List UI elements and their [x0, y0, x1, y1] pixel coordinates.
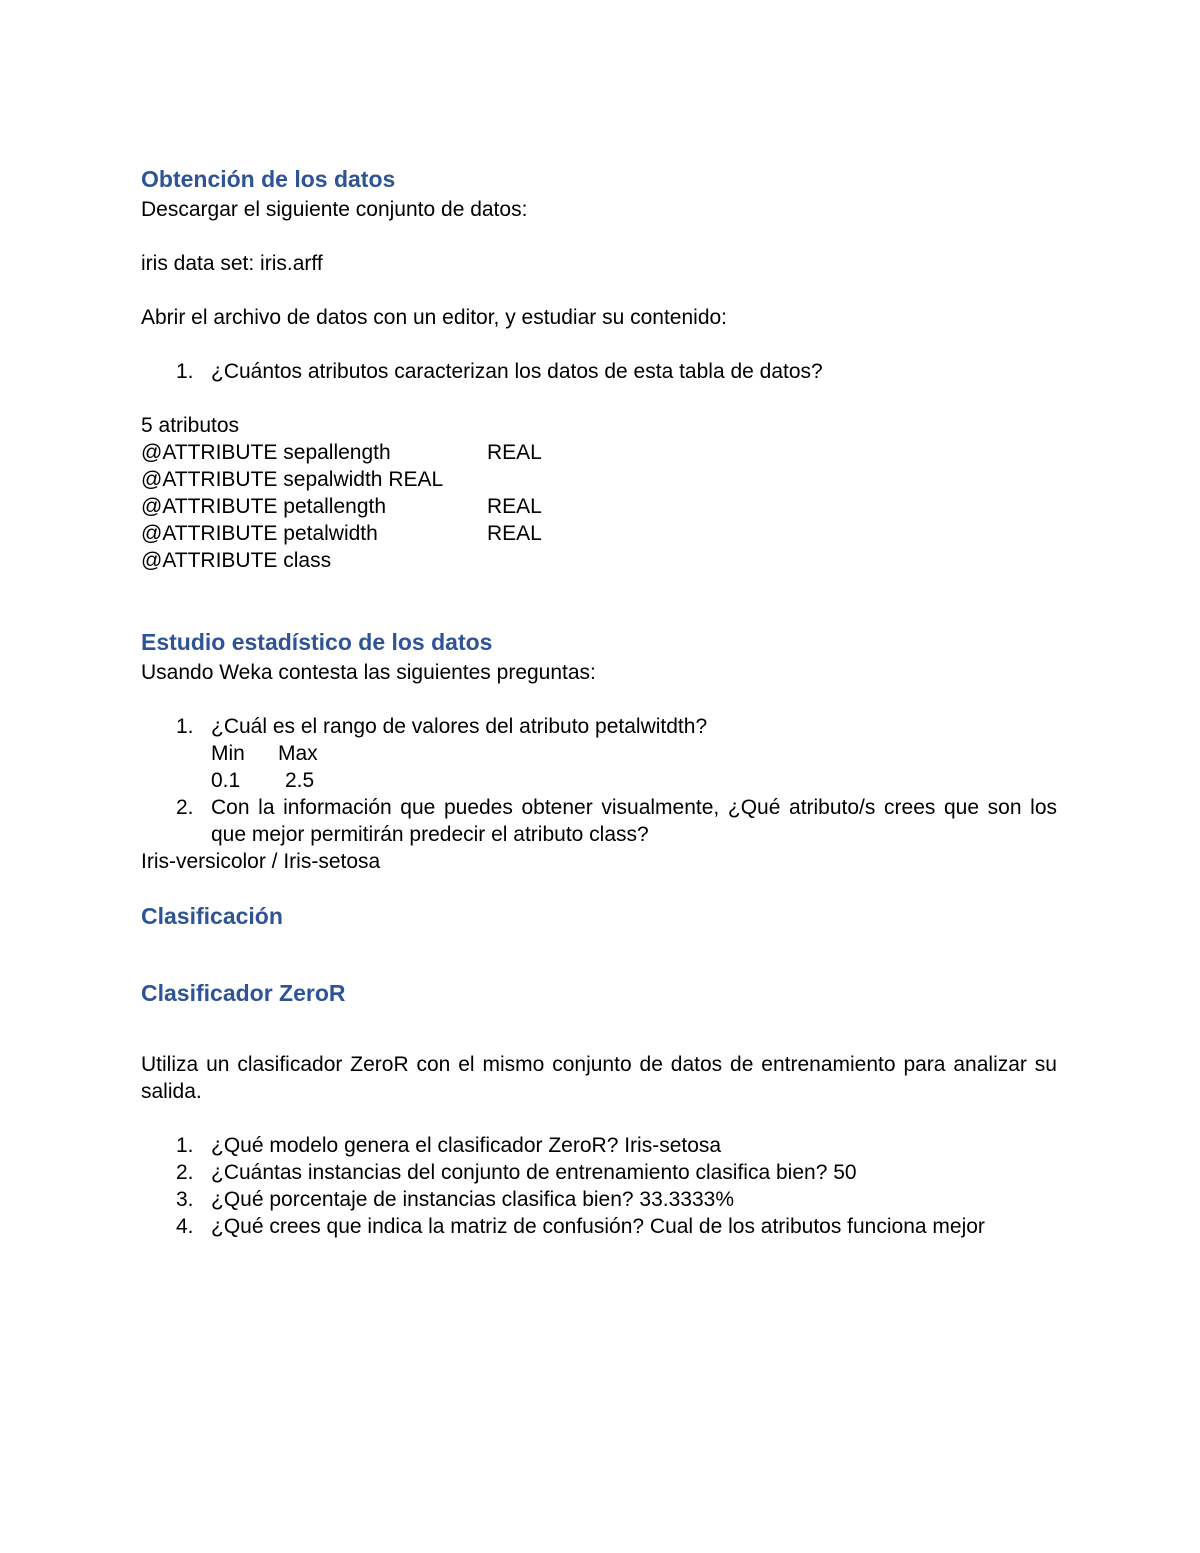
blank-line — [141, 385, 1057, 412]
max-value: 2.5 — [285, 769, 315, 792]
list-number: 4. — [176, 1215, 194, 1238]
answer-classes: Iris-versicolor / Iris-setosa — [141, 850, 381, 873]
section-heading-zeror: Clasificador ZeroR — [141, 980, 346, 1006]
attribute-row — [141, 520, 1057, 547]
max-label: Max — [278, 742, 318, 765]
list-number: 3. — [176, 1188, 194, 1211]
section-heading-clasificacion: Clasificación — [141, 903, 283, 929]
list-item-text: ¿Cuántos atributos caracterizan los datos de esta tabla de datos? — [211, 360, 823, 383]
section-heading-estudio: Estudio estadístico de los datos — [141, 629, 493, 655]
blank-line — [141, 574, 1057, 601]
list-item-text: ¿Cuál es el rango de valores del atributo petalwitdth? — [211, 715, 708, 738]
list-number: 2. — [176, 1161, 194, 1184]
list-number: 2. — [176, 796, 194, 819]
questions-list-1 — [141, 358, 1057, 385]
blank-line — [141, 331, 1057, 358]
attribute-row — [141, 439, 1057, 466]
attribute-list — [141, 439, 1057, 574]
questions-list-zeror — [141, 1132, 1057, 1240]
attribute-type: REAL — [487, 441, 542, 464]
list-item — [141, 1186, 1057, 1213]
list-item — [141, 1159, 1057, 1186]
attribute-row — [141, 466, 1057, 493]
blank-line — [141, 933, 1057, 976]
list-item — [141, 794, 1057, 848]
list-item-text: ¿Qué crees que indica la matriz de confusión? Cual de los atributos funciona mejor — [211, 1215, 985, 1238]
attribute-name: @ATTRIBUTE petallength — [141, 495, 387, 518]
blank-line — [141, 1105, 1057, 1132]
document-page — [141, 162, 1057, 1240]
attribute-name: @ATTRIBUTE sepallength — [141, 441, 391, 464]
questions-list-2 — [141, 713, 1057, 848]
min-label: Min — [211, 742, 245, 765]
paragraph-zeror-intro: Utiliza un clasificador ZeroR con el mismo conjunto de datos de entrenamiento para analizar su salida. — [141, 1053, 1057, 1103]
list-item-text: ¿Qué modelo genera el clasificador ZeroR? Iris-setosa — [211, 1134, 722, 1157]
dataset-line: iris data set: iris.arff — [141, 252, 323, 275]
blank-line — [141, 875, 1057, 899]
list-item-text: Con la información que puedes obtener visualmente, ¿Qué atributo/s crees que son los que mejor permitirán predecir el atributo class? — [211, 796, 1057, 846]
attribute-name: @ATTRIBUTE class — [141, 549, 332, 572]
paragraph-instruction: Abrir el archivo de datos con un editor, y estudiar su contenido: — [141, 306, 728, 329]
paragraph-intro: Usando Weka contesta las siguientes preguntas: — [141, 661, 596, 684]
blank-line — [141, 601, 1057, 625]
attribute-name: @ATTRIBUTE sepalwidth REAL — [141, 468, 444, 491]
list-item-text: ¿Qué porcentaje de instancias clasifica bien? 33.3333% — [211, 1188, 734, 1211]
min-value: 0.1 — [211, 769, 241, 792]
list-item — [141, 713, 1057, 794]
section-heading-obtencion: Obtención de los datos — [141, 166, 396, 192]
list-item — [141, 358, 1057, 385]
blank-line — [141, 686, 1057, 713]
blank-line — [141, 1010, 1057, 1051]
list-number: 1. — [176, 1134, 194, 1157]
attribute-type: REAL — [487, 495, 542, 518]
answer-attributes-count: 5 atributos — [141, 414, 240, 437]
blank-line — [141, 223, 1057, 250]
list-item — [141, 1213, 1057, 1240]
list-number: 1. — [176, 715, 194, 738]
attribute-row — [141, 493, 1057, 520]
list-number: 1. — [176, 360, 194, 383]
range-values — [211, 767, 1057, 794]
blank-line — [141, 277, 1057, 304]
paragraph-intro: Descargar el siguiente conjunto de datos: — [141, 198, 528, 221]
attribute-name: @ATTRIBUTE petalwidth — [141, 522, 378, 545]
list-item-text: ¿Cuántas instancias del conjunto de entrenamiento clasifica bien? 50 — [211, 1161, 857, 1184]
range-labels — [211, 740, 1057, 767]
attribute-row — [141, 547, 1057, 574]
attribute-type: REAL — [487, 522, 542, 545]
list-item — [141, 1132, 1057, 1159]
